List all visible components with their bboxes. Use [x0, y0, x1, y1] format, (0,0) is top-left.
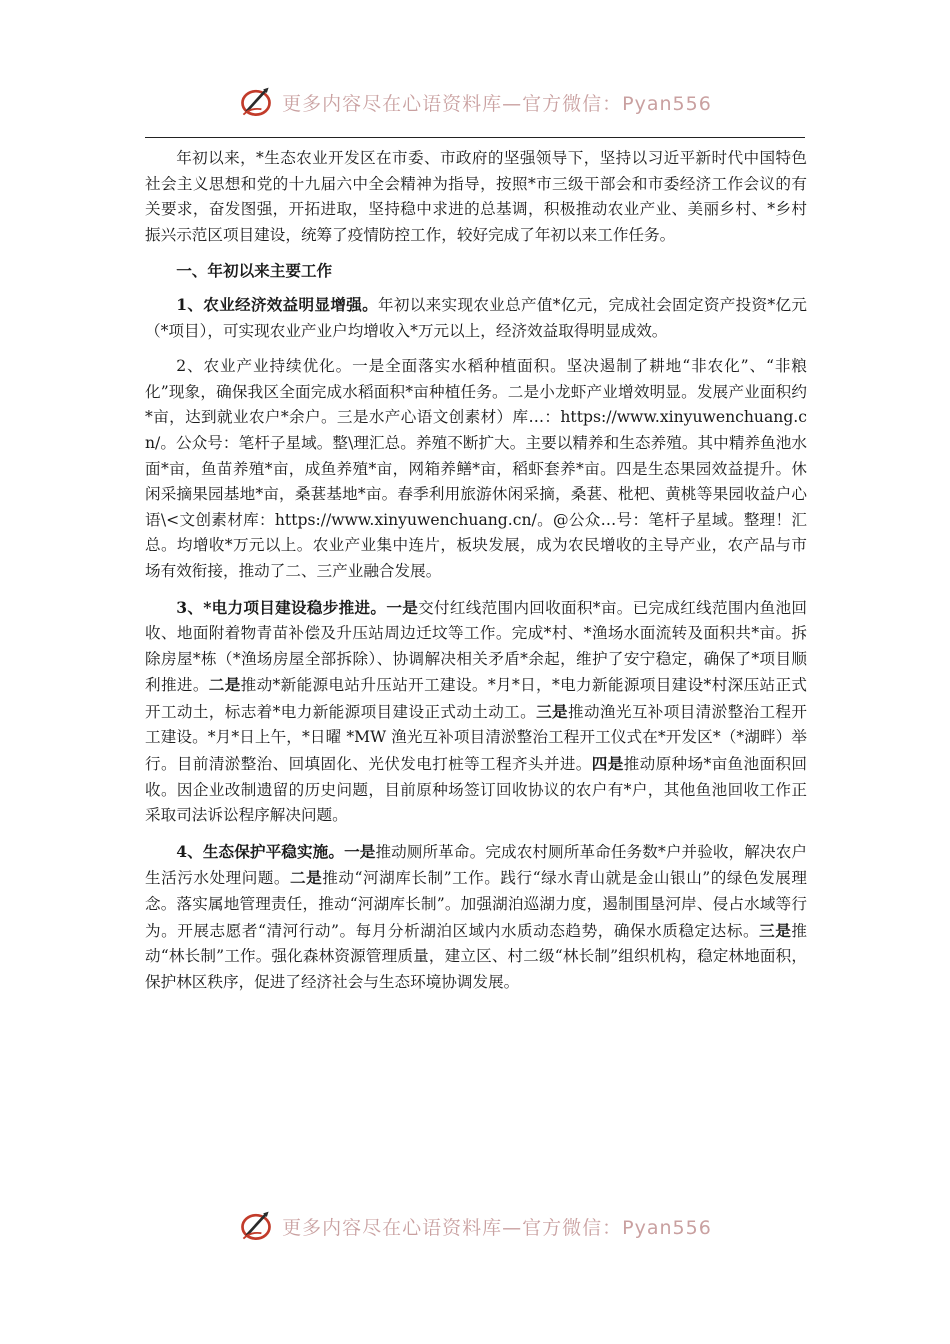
item-4-lead-1: 一是 [344, 841, 376, 861]
item-4-title: 4、生态保护平稳实施。 [176, 841, 345, 861]
pen-swirl-logo-icon [238, 1208, 274, 1244]
item-3-lead-4: 四是 [591, 754, 624, 774]
item-2-paragraph: 2、农业产业持续优化。一是全面落实水稻种植面积。坚决遏制了耕地“非农化”、“非粮化”现象，确保我区全面完成水稻面积*亩种植任务。二是小龙虾产业增效明显。发展产业面积约*亩，达到就业农户*余户。三是水产心语文创素材）库…：https://www.xinyuwenchuang.cn/。公众号：笔杆子星域。整\理汇总。养殖不断扩大。主要以精养和生态养殖。其中精养鱼池水面*亩，鱼苗养殖*亩，成鱼养殖*亩，网箱养鳝*亩，稻虾套养*亩。四是生态果园效益提升。休闲采摘果园基地*亩，桑葚基地*亩。春季利用旅游休闲采摘，桑葚、枇杷、黄桃等果园收益户心语\<文创素材库：https://www.xinyuwenchuang.cn/。@公众…号：笔杆子星域。整理！汇总。均增收*万元以上。农业产业集中连片，板块发展，成为农民增收的主导产业，农产品与市场有效衔接，推动了二、三产业融合发展。 [145, 357, 807, 580]
item-4-lead-2: 二是 [290, 868, 323, 888]
item-1-body: 年初以来实现农业总产值*亿元，完成社会固定资产投资*亿元（*项目），可实现农业产业户均增收入*万元以上，经济效益取得明显成效。 [145, 295, 807, 340]
banner-text: 更多内容尽在心语资料库—官方微信：Pyan556 [282, 92, 712, 115]
pen-swirl-logo-icon [238, 84, 274, 120]
item-4-lead-3: 三是 [759, 920, 792, 940]
item-3-paragraph [145, 595, 807, 829]
item-3-lead-2: 二是 [208, 675, 241, 695]
item-1-title: 1、农业经济效益明显增强。 [176, 294, 378, 314]
item-4-text-3: 推动“林长制”工作。强化森林资源管理质量，建立区、村二级“林长制”组织机构，稳定林地面积，保护林区秩序，促进了经济社会与生态环境协调发展。 [145, 921, 807, 991]
item-4-paragraph [145, 839, 807, 996]
item-4-text-2: 推动“河湖库长制”工作。践行“绿水青山就是金山银山”的绿色发展理念。落实属地管理责任，推动“河湖库长制”。加强湖泊巡湖力度，遏制围垦河岸、侵占水域等行为。开展志愿者“清河行动”。每月分析湖泊区域内水质动态趋势，确保水质稳定达标。 [145, 869, 807, 940]
item-1-paragraph [145, 292, 807, 344]
item-4-text-1: 推动厕所革命。完成农村厕所革命任务数*户并验收，解决农户生活污水处理问题。 [145, 842, 807, 888]
header-divider [145, 137, 805, 138]
header-banner [0, 84, 950, 120]
item-3-lead-1: 一是 [386, 597, 419, 617]
item-3-text-1: 交付红线范围内回收面积*亩。已完成红线范围内鱼池回收、地面附着物青苗补偿及升压站周边迁坟等工作。完成*村、*渔场水面流转及面积共*亩。拆除房屋*栋（*渔场房屋全部拆除）、协调解决相关矛盾*余起，维护了安宁稳定，确保了*项目顺利推进。 [145, 598, 807, 695]
banner-text: 更多内容尽在心语资料库—官方微信：Pyan556 [282, 1216, 712, 1239]
footer-banner [0, 1208, 950, 1244]
document-body [145, 146, 807, 1005]
item-3-title: 3、*电力项目建设稳步推进。 [176, 597, 387, 617]
section-heading: 一、年初以来主要工作 [176, 261, 333, 281]
item-3-text-3: 推动渔光互补项目清淤整治工程开工建设。*月*日上午，*日曜 *MW 渔光互补项目清淤整治工程开工仪式在*开发区*（*湖畔）举行。目前清淤整治、回填固化、光伏发电打桩等工程齐头并进。 [145, 702, 807, 774]
item-3-text-4: 推动原种场*亩鱼池面积回收。因企业改制遗留的历史问题，目前原种场签订回收协议的农户有*户，其他鱼池回收工作正采取司法诉讼程序解决问题。 [145, 755, 807, 825]
intro-paragraph: 年初以来，*生态农业开发区在市委、市政府的坚强领导下，坚持以习近平新时代中国特色社会主义思想和党的十九届六中全会精神为指导，按照*市三级干部会和市委经济工作会议的有关要求，奋发图强，开拓进取，坚持稳中求进的总基调，积极推动农业产业、美丽乡村、*乡村振兴示范区项目建设，统筹了疫情防控工作，较好完成了年初以来工作任务。 [145, 149, 807, 244]
item-3-text-2: 推动*新能源电站升压站开工建设。*月*日，*电力新能源项目建设*村深压站正式开工动土，标志着*电力新能源项目建设正式动土动工。 [145, 676, 807, 721]
item-3-lead-3: 三是 [536, 701, 569, 721]
